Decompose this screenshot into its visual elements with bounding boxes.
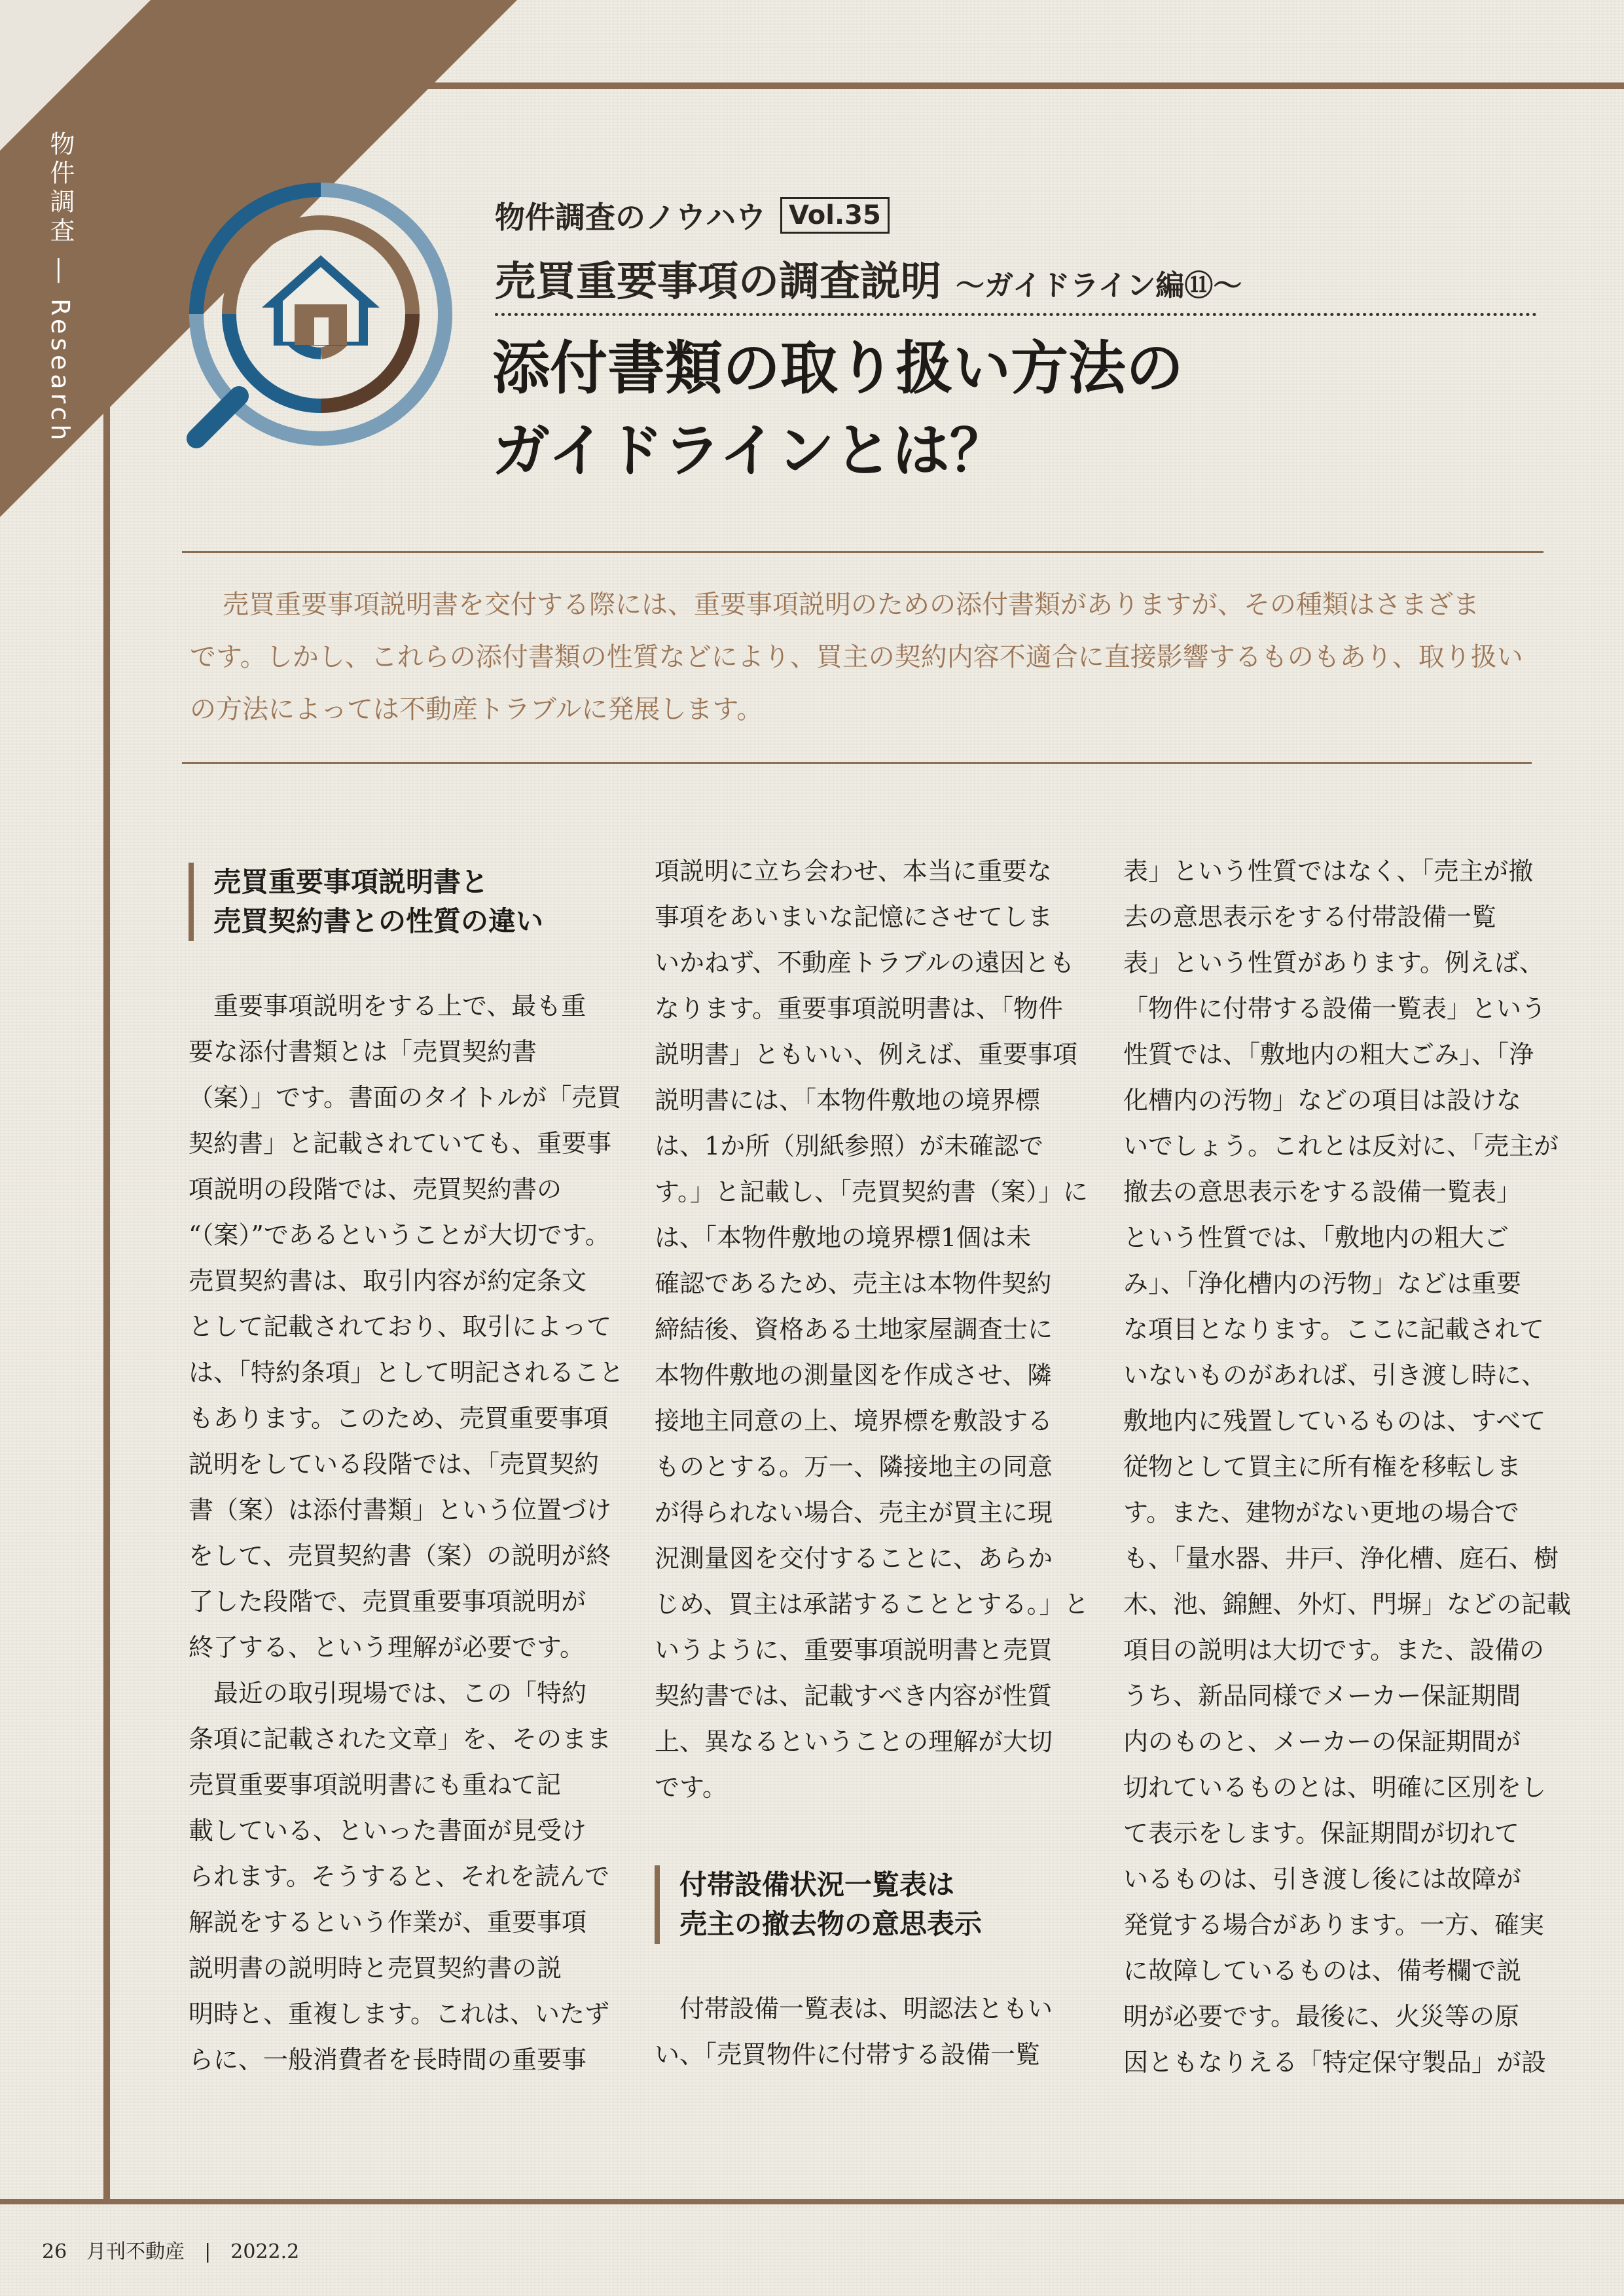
text-line: なります。重要事項説明書は、「物件	[655, 994, 1063, 1023]
text-line: す。また、建物がない更地の場合で	[1123, 1498, 1519, 1527]
lead-top-rule	[182, 551, 1543, 553]
text-line: が得られない場合、売主が買主に現	[655, 1498, 1053, 1527]
column-text	[189, 983, 624, 2083]
body-column-3	[1123, 848, 1572, 2085]
text-line: 条項に記載された文章」を、そのまま	[189, 1725, 612, 1753]
text-line: いかねず、不動産トラブルの遠因とも	[655, 948, 1075, 977]
text-line: も、「量水器、井戸、浄化槽、庭石、樹	[1123, 1544, 1559, 1573]
volume-badge: Vol.35	[780, 197, 890, 234]
text-line: 表」という性質があります。例えば、	[1123, 948, 1544, 977]
text-line: 接地主同意の上、境界標を敷設する	[655, 1407, 1053, 1435]
section-heading-line: 付帯設備状況一覧表は	[679, 1869, 955, 1901]
text-line: 項説明に立ち会わせ、本当に重要な	[655, 857, 1052, 886]
section-heading	[189, 863, 607, 941]
text-line: 表」という性質ではなく、「売主が撤	[1123, 857, 1534, 886]
text-line: 締結後、資格ある土地家屋調査士に	[655, 1315, 1053, 1344]
text-line: 付帯設備一覧表は、明認法ともい	[655, 1994, 1053, 2023]
dotted-divider	[495, 313, 1537, 316]
frame-left-line	[103, 82, 110, 2204]
text-line: です。	[655, 1773, 727, 1802]
text-line: 項説明の段階では、売買契約書の	[189, 1175, 562, 1204]
text-line: は、「本物件敷地の境界標1個は未	[655, 1223, 1032, 1252]
text-line: 要な添付書類とは「売買契約書	[189, 1037, 537, 1066]
text-line: という性質では、「敷地内の粗大ご	[1123, 1223, 1509, 1252]
text-line: 契約書では、記載すべき内容が性質	[655, 1681, 1053, 1710]
text-line: らに、一般消費者を長時間の重要事	[189, 2045, 587, 2074]
text-line: 切れているものとは、明確に区別をし	[1123, 1773, 1547, 1802]
text-line: として記載されており、取引によって	[189, 1312, 612, 1341]
text-line: 売買重要事項説明書にも重ねて記	[189, 1770, 562, 1799]
side-label: 物件調査 ― Research	[46, 131, 75, 444]
headline-line: 添付書類の取り扱い方法の	[492, 334, 1184, 402]
text-line: 事項をあいまいな記憶にさせてしま	[655, 903, 1053, 931]
text-line: 了した段階で、売買重要事項説明が	[189, 1587, 586, 1616]
text-line: 木、池、錦鯉、外灯、門塀」などの記載	[1123, 1590, 1572, 1619]
headline-line: ガイドラインとは？	[492, 417, 1007, 484]
body-column-2	[655, 848, 1089, 2077]
text-line: 「物件に付帯する設備一覧表」という	[1123, 994, 1547, 1023]
text-line: 上、異なるということの理解が大切	[655, 1727, 1053, 1756]
text-line: いるものは、引き渡し後には故障が	[1123, 1865, 1522, 1893]
text-line: 本物件敷地の測量図を作成させ、隣	[655, 1361, 1052, 1390]
text-line: す。」と記載し、「売買契約書（案）」に	[655, 1177, 1088, 1206]
frame-bottom-line	[0, 2199, 1624, 2204]
section-heading-line: 売買契約書との性質の違い	[213, 905, 544, 937]
text-line: 内のものと、メーカーの保証期間が	[1123, 1727, 1521, 1756]
text-line: 敷地内に残置しているものは、すべて	[1123, 1407, 1546, 1435]
text-line: （案）」です。書面のタイトルが「売買	[189, 1083, 622, 1112]
text-line: “（案）”であるということが大切です。	[189, 1221, 610, 1249]
text-line: もあります。このため、売買重要事項	[189, 1404, 609, 1433]
frame-top-line	[105, 82, 1624, 89]
text-line: に故障しているものは、備考欄で説	[1123, 1956, 1522, 1985]
text-line: いうように、重要事項説明書と売買	[655, 1636, 1053, 1664]
text-line: 況測量図を交付することに、あらか	[655, 1544, 1053, 1573]
text-line: 重要事項説明をする上で、最も重	[189, 992, 586, 1020]
headline	[492, 327, 1409, 492]
text-line: は、「特約条項」として明記されること	[189, 1358, 624, 1387]
page-footer: 26 月刊不動産 | 2022.2	[42, 2240, 300, 2263]
text-line: 載している、といった書面が見受け	[189, 1816, 587, 1845]
lead-line: です。しかし、これらの添付書類の性質などにより、買主の契約内容不適合に直接影響するものもあり、取り扱い	[190, 642, 1523, 672]
text-line: いないものがあれば、引き渡し時に、	[1123, 1361, 1547, 1390]
text-line: 明時と、重複します。これは、いたず	[189, 2000, 609, 2028]
text-line: 因ともなりえる「特定保守製品」が設	[1123, 2048, 1547, 2077]
subtitle: 売買重要事項の調査説明	[495, 257, 942, 305]
body-column-1	[189, 848, 624, 2083]
text-line: うち、新品同様でメーカー保証期間	[1123, 1681, 1521, 1710]
series-title: 物件調査のノウハウ	[495, 200, 766, 235]
text-line: られます。そうすると、それを読んで	[189, 1862, 609, 1891]
text-line: 去の意思表示をする付帯設備一覧	[1123, 903, 1497, 931]
text-line: 性質では、「敷地内の粗大ごみ」、「浄	[1123, 1040, 1534, 1069]
text-line: 明が必要です。最後に、火災等の原	[1123, 2002, 1519, 2031]
text-line: 説明書には、「本物件敷地の境界標	[655, 1086, 1041, 1115]
text-line: 発覚する場合があります。一方、確実	[1123, 1910, 1544, 1939]
text-line: 説明をしている段階では、「売買契約	[189, 1450, 600, 1479]
text-line: み」、「浄化槽内の汚物」などは重要	[1123, 1269, 1522, 1298]
text-line: 売買契約書は、取引内容が約定条文	[189, 1266, 587, 1295]
text-line: て表示をします。保証期間が切れて	[1123, 1819, 1519, 1848]
lead-line: 売買重要事項説明書を交付する際には、重要事項説明のための添付書類がありますが、その種類はさまざま	[223, 590, 1479, 620]
text-line: い、「売買物件に付帯する設備一覧	[655, 2040, 1041, 2069]
text-line: 書（案）は添付書類」という位置づけ	[189, 1496, 612, 1524]
section-heading-line: 売買重要事項説明書と	[213, 866, 489, 898]
text-line: 従物として買主に所有権を移転しま	[1123, 1452, 1522, 1481]
column-text	[1123, 848, 1572, 2085]
text-line: 確認であるため、売主は本物件契約	[655, 1269, 1052, 1298]
text-line: 化槽内の汚物」などの項目は設けな	[1123, 1086, 1522, 1115]
magnifier-house-logo	[183, 177, 458, 452]
lead-bottom-rule	[182, 762, 1532, 764]
text-line: ものとする。万一、隣接地主の同意	[655, 1452, 1053, 1481]
subtitle-line	[495, 249, 1242, 307]
lead-paragraph	[190, 579, 1545, 736]
text-line: 解説をするという作業が、重要事項	[189, 1908, 587, 1937]
text-line: 終了する、という理解が必要です。	[189, 1633, 585, 1662]
text-line: いでしょう。これとは反対に、「売主が	[1123, 1132, 1559, 1160]
series-line	[495, 194, 890, 237]
text-line: じめ、買主は承諾することとする。」と	[655, 1590, 1089, 1619]
column-text	[655, 1986, 1074, 2077]
text-line: 説明書の説明時と売買契約書の説	[189, 1954, 562, 1982]
section-heading	[655, 1865, 1074, 1944]
lead-line: の方法によっては不動産トラブルに発展します。	[190, 694, 763, 725]
text-line: 最近の取引現場では、この「特約	[189, 1679, 587, 1708]
section-heading-line: 売主の撤去物の意思表示	[679, 1908, 983, 1940]
text-line: 撤去の意思表示をする設備一覧表」	[1123, 1177, 1522, 1206]
text-line: をして、売買契約書（案）の説明が終	[189, 1541, 611, 1570]
text-line: は、1か所（別紙参照）が未確認で	[655, 1132, 1044, 1160]
text-line: な項目となります。ここに記載されて	[1123, 1315, 1544, 1344]
text-line: 契約書」と記載されていても、重要事	[189, 1129, 612, 1158]
text-line: 項目の説明は大切です。また、設備の	[1123, 1636, 1544, 1664]
text-line: 説明書」ともいい、例えば、重要事項	[655, 1040, 1078, 1069]
subtitle-sub: ～ガイドライン編⑪～	[956, 269, 1242, 302]
column-text	[655, 848, 1089, 1810]
